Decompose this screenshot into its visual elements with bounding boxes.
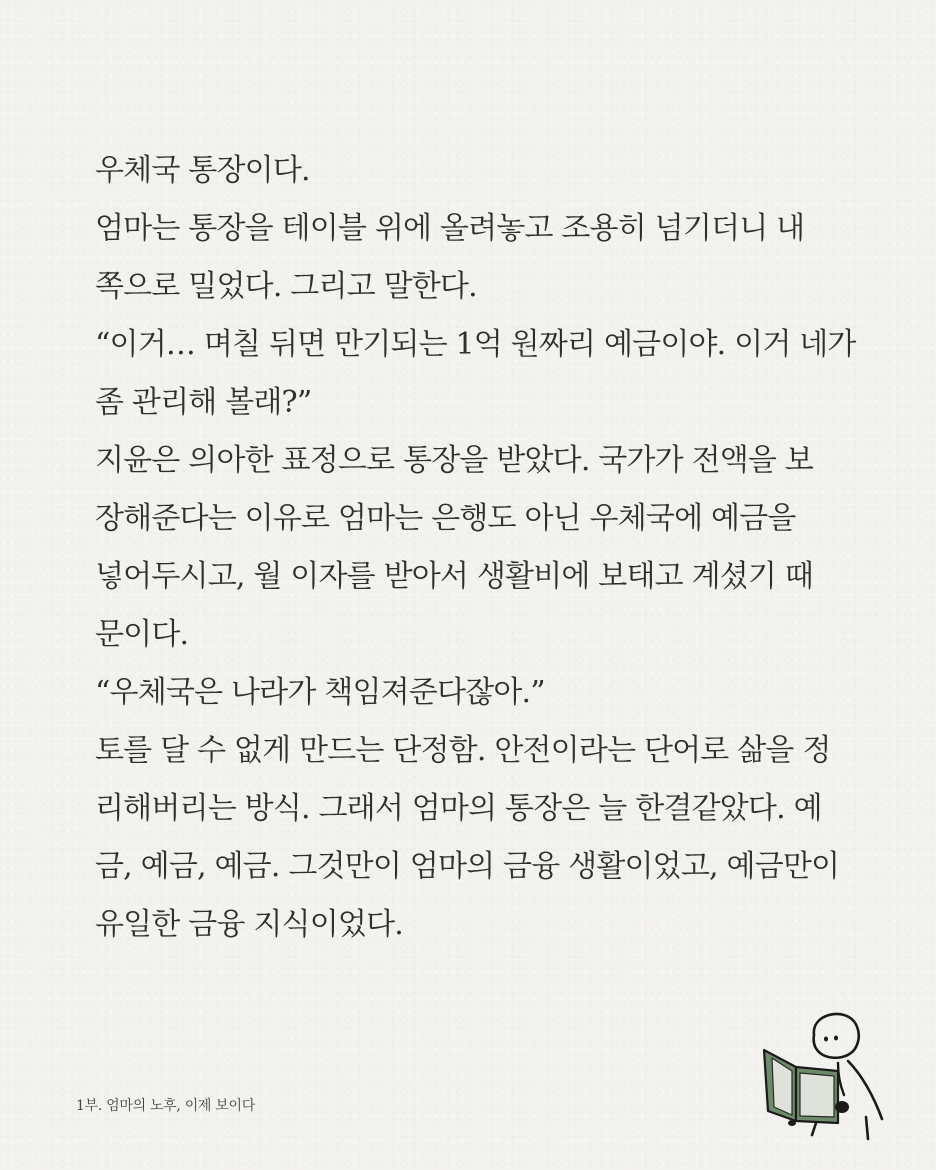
text-line: 리해버리는 방식. 그래서 엄마의 통장은 늘 한결같았다. 예 [95, 791, 822, 826]
text-line: 좀 관리해 볼래?” [95, 385, 312, 420]
text-line: 금, 예금, 예금. 그것만이 엄마의 금융 생활이었고, 예금만이 [95, 849, 840, 884]
text-line: 지윤은 의아한 표정으로 통장을 받았다. 국가가 전액을 보 [95, 443, 814, 478]
text-line: 우체국 통장이다. [95, 153, 310, 188]
text-line: 장해준다는 이유로 엄마는 은행도 아닌 우체국에 예금을 [95, 501, 796, 536]
text-line: 엄마는 통장을 테이블 위에 올려놓고 조용히 넘기더니 내 [95, 211, 805, 246]
text-line: 쪽으로 밀었다. 그리고 말한다. [95, 269, 477, 304]
person-reading-book-icon [752, 1005, 892, 1145]
story-text [95, 142, 875, 954]
text-line: 유일한 금융 지식이었다. [95, 907, 404, 942]
text-line: 넣어두시고, 월 이자를 받아서 생활비에 보태고 계셨기 때 [95, 559, 814, 594]
text-line: “우체국은 나라가 책임져준다잖아.” [95, 675, 545, 710]
text-line: 토를 달 수 없게 만드는 단정함. 안전이라는 단어로 삶을 정 [95, 733, 831, 768]
text-line: 문이다. [95, 617, 189, 652]
chapter-label: 1부. 엄마의 노후, 이제 보이다 [76, 1098, 255, 1114]
text-line: “이거… 며칠 뒤면 만기되는 1억 원짜리 예금이야. 이거 네가 [95, 327, 856, 362]
